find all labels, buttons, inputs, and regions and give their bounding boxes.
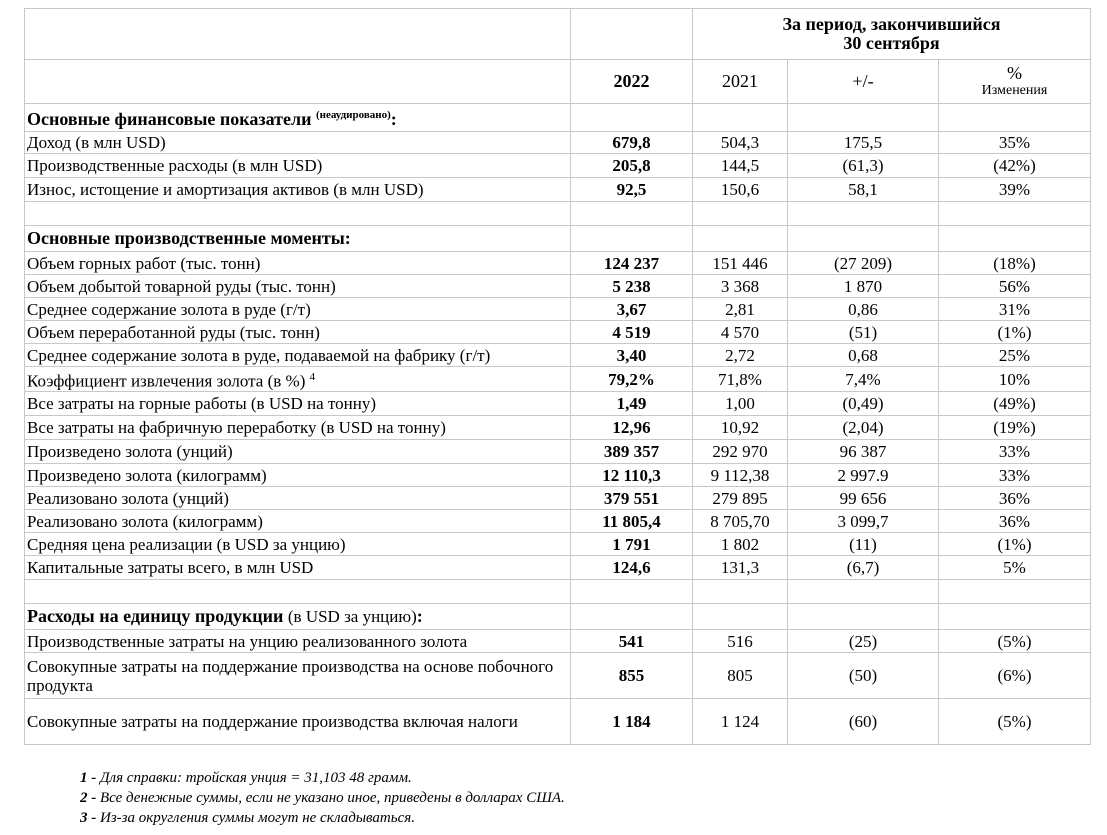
value-2021: 516 xyxy=(693,630,788,653)
table-row xyxy=(25,321,1091,344)
value-2022: 124,6 xyxy=(571,556,693,580)
table-row xyxy=(25,487,1091,510)
value-2022: 12,96 xyxy=(571,416,693,440)
value-2022: 379 551 xyxy=(571,487,693,510)
value-pct: (49%) xyxy=(939,392,1091,416)
value-2022: 1,49 xyxy=(571,392,693,416)
value-pct: 36% xyxy=(939,510,1091,533)
value-2022: 205,8 xyxy=(571,154,693,178)
value-2022: 1 791 xyxy=(571,533,693,556)
value-2021: 504,3 xyxy=(693,132,788,154)
header-empty-cell xyxy=(25,60,571,104)
value-pct: (6%) xyxy=(939,653,1091,699)
row-label: Произведено золота (унций) xyxy=(25,440,571,464)
value-diff: (50) xyxy=(788,653,939,699)
row-label: Совокупные затраты на поддержание производства на основе побочного продукта xyxy=(25,653,571,699)
header-empty-cell xyxy=(25,9,571,60)
footnote-2: 2 - Все денежные суммы, если не указано иное, приведены в долларах США. xyxy=(80,790,565,806)
section-title-financial-note: (неаудировано) xyxy=(315,109,391,121)
value-2021: 805 xyxy=(693,653,788,699)
row-label: Реализовано золота (унций) xyxy=(25,487,571,510)
value-pct: (1%) xyxy=(939,321,1091,344)
value-2021: 3 368 xyxy=(693,275,788,298)
pct-subtitle: Изменения xyxy=(981,83,1048,98)
table-row xyxy=(25,344,1091,367)
value-diff: (25) xyxy=(788,630,939,653)
value-pct: (42%) xyxy=(939,154,1091,178)
value-2022: 3,40 xyxy=(571,344,693,367)
row-label: Все затраты на фабричную переработку (в USD на тонну) xyxy=(25,416,571,440)
section-title-unit-costs-note: (в USD за унцию) xyxy=(287,607,417,626)
value-pct: 5% xyxy=(939,556,1091,580)
value-diff: 99 656 xyxy=(788,487,939,510)
financial-results-table xyxy=(24,8,1091,745)
row-label: Объем горных работ (тыс. тонн) xyxy=(25,252,571,275)
value-diff: (60) xyxy=(788,699,939,745)
row-label: Доход (в млн USD) xyxy=(25,132,571,154)
value-2022: 4 519 xyxy=(571,321,693,344)
value-diff: (2,04) xyxy=(788,416,939,440)
table-row xyxy=(25,298,1091,321)
footnote-3: 3 - Из-за округления суммы могут не складываться. xyxy=(80,810,415,826)
value-2022: 92,5 xyxy=(571,178,693,202)
value-2021: 71,8% xyxy=(693,367,788,392)
table-row xyxy=(25,533,1091,556)
value-2022: 541 xyxy=(571,630,693,653)
table-row xyxy=(25,275,1091,298)
row-label: Объем добытой товарной руды (тыс. тонн) xyxy=(25,275,571,298)
value-diff: (61,3) xyxy=(788,154,939,178)
value-2021: 2,72 xyxy=(693,344,788,367)
row-label: Коэффициент извлечения золота (в %) $^4$ xyxy=(25,367,571,392)
row-label: Среднее содержание золота в руде, подаваемой на фабрику (г/т) xyxy=(25,344,571,367)
value-2021: 4 570 xyxy=(693,321,788,344)
pct-symbol: % xyxy=(1007,63,1022,83)
row-label: Производственные расходы (в млн USD) xyxy=(25,154,571,178)
value-2021: 10,92 xyxy=(693,416,788,440)
value-diff: 175,5 xyxy=(788,132,939,154)
table-row xyxy=(25,630,1091,653)
table-row xyxy=(25,440,1091,464)
value-pct: 25% xyxy=(939,344,1091,367)
value-2022: 855 xyxy=(571,653,693,699)
value-2022: 5 238 xyxy=(571,275,693,298)
row-label: Среднее содержание золота в руде (г/т) xyxy=(25,298,571,321)
value-diff: 0,68 xyxy=(788,344,939,367)
value-2022: 389 357 xyxy=(571,440,693,464)
value-pct: 39% xyxy=(939,178,1091,202)
value-pct: 36% xyxy=(939,487,1091,510)
section-title-production: Основные производственные моменты: xyxy=(25,226,571,252)
unit-costs-section-header xyxy=(25,580,1091,630)
value-diff: 3 099,7 xyxy=(788,510,939,533)
value-diff: 96 387 xyxy=(788,440,939,464)
unit-cost-rows xyxy=(25,630,1091,745)
value-2021: 131,3 xyxy=(693,556,788,580)
value-pct: 35% xyxy=(939,132,1091,154)
table-row xyxy=(25,699,1091,745)
value-2021: 151 446 xyxy=(693,252,788,275)
value-2021: 1 802 xyxy=(693,533,788,556)
value-2022: 679,8 xyxy=(571,132,693,154)
footnote-1: 1 - Для справки: тройская унция = 31,103 48 грамм. xyxy=(80,770,412,786)
value-diff: (11) xyxy=(788,533,939,556)
value-pct: 33% xyxy=(939,440,1091,464)
production-section-header xyxy=(25,202,1091,252)
value-diff: (6,7) xyxy=(788,556,939,580)
column-header-pct xyxy=(939,60,1091,104)
row-label: Производственные затраты на унцию реализованного золота xyxy=(25,630,571,653)
table-row xyxy=(25,464,1091,487)
column-header-2022: 2022 xyxy=(571,60,693,104)
table-row xyxy=(25,154,1091,178)
value-pct: (18%) xyxy=(939,252,1091,275)
value-diff: 0,86 xyxy=(788,298,939,321)
value-diff: 58,1 xyxy=(788,178,939,202)
footnotes xyxy=(80,768,565,828)
table-row xyxy=(25,392,1091,416)
table-row xyxy=(25,510,1091,533)
value-2022: 3,67 xyxy=(571,298,693,321)
row-label: Все затраты на горные работы (в USD на тонну) xyxy=(25,392,571,416)
value-pct: 10% xyxy=(939,367,1091,392)
value-2022: 12 110,3 xyxy=(571,464,693,487)
table-row xyxy=(25,252,1091,275)
column-header-2021: 2021 xyxy=(693,60,788,104)
value-pct: 31% xyxy=(939,298,1091,321)
value-2022: 124 237 xyxy=(571,252,693,275)
financial-rows xyxy=(25,132,1091,202)
table-row xyxy=(25,556,1091,580)
row-label: Капитальные затраты всего, в млн USD xyxy=(25,556,571,580)
value-pct: 56% xyxy=(939,275,1091,298)
row-label: Износ, истощение и амортизация активов (в млн USD) xyxy=(25,178,571,202)
value-2022: 79,2% xyxy=(571,367,693,392)
value-2021: 279 895 xyxy=(693,487,788,510)
value-2021: 292 970 xyxy=(693,440,788,464)
row-label: Средняя цена реализации (в USD за унцию) xyxy=(25,533,571,556)
value-2021: 150,6 xyxy=(693,178,788,202)
table-row xyxy=(25,132,1091,154)
section-title-unit-costs: Расходы на единицу продукции (в USD за унцию): xyxy=(25,604,571,630)
footnote-ref: 4 xyxy=(309,370,316,383)
value-2021: 144,5 xyxy=(693,154,788,178)
header-empty-cell xyxy=(571,9,693,60)
period-line-2: 30 сентября xyxy=(843,33,940,53)
value-2021: 1,00 xyxy=(693,392,788,416)
value-2021: 9 112,38 xyxy=(693,464,788,487)
value-diff: 2 997.9 xyxy=(788,464,939,487)
value-diff: (27 209) xyxy=(788,252,939,275)
row-label: Реализовано золота (килограмм) xyxy=(25,510,571,533)
table-row xyxy=(25,653,1091,699)
value-pct: (19%) xyxy=(939,416,1091,440)
production-rows xyxy=(25,252,1091,580)
value-diff: (0,49) xyxy=(788,392,939,416)
value-pct: (5%) xyxy=(939,630,1091,653)
value-pct: (1%) xyxy=(939,533,1091,556)
row-label: Произведено золота (килограмм) xyxy=(25,464,571,487)
table-row xyxy=(25,367,1091,392)
table-row xyxy=(25,416,1091,440)
column-header-diff: +/- xyxy=(788,60,939,104)
row-label: Совокупные затраты на поддержание производства включая налоги xyxy=(25,699,571,745)
period-header xyxy=(693,9,1091,60)
value-pct: 33% xyxy=(939,464,1091,487)
value-diff: 7,4% xyxy=(788,367,939,392)
value-diff: (51) xyxy=(788,321,939,344)
table-header xyxy=(25,9,1091,132)
row-label: Объем переработанной руды (тыс. тонн) xyxy=(25,321,571,344)
value-2021: 8 705,70 xyxy=(693,510,788,533)
value-diff: 1 870 xyxy=(788,275,939,298)
section-title-financial: Основные финансовые показатели $^{(неаудировано)}$: xyxy=(25,104,571,132)
table-row xyxy=(25,178,1091,202)
value-pct: (5%) xyxy=(939,699,1091,745)
value-2021: 1 124 xyxy=(693,699,788,745)
value-2022: 1 184 xyxy=(571,699,693,745)
period-line-1: За период, закончившийся xyxy=(782,14,1001,34)
value-2022: 11 805,4 xyxy=(571,510,693,533)
value-2021: 2,81 xyxy=(693,298,788,321)
